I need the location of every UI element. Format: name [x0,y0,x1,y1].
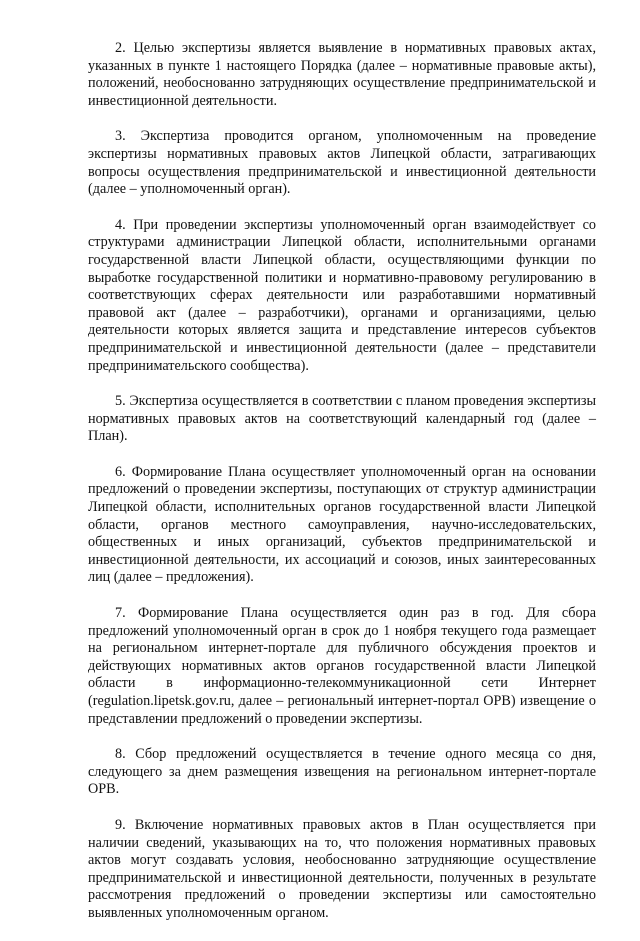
document-page [88,40,596,941]
paragraph-3: 3. Экспертиза проводится органом, уполномоченным на проведение экспертизы нормативных правовых актов Липецкой области, затрагивающих вопросы осуществления предпринимательской и инвестиционной деятельности (далее – уполномоченный орган). [88,128,596,198]
paragraph-9: 9. Включение нормативных правовых актов в План осуществляется при наличии сведений, указывающих на то, что положения нормативных правовых актов могут создавать условия, необоснованно затрудняющие осуществление предпринимательской и инвестиционной деятельности, полученных в результате рассмотрения предложений о проведении экспертизы или самостоятельно выявленных уполномоченным органом. [88,816,596,921]
paragraph-2: 2. Целью экспертизы является выявление в нормативных правовых актах, указанных в пункте 1 настоящего Порядка (далее – нормативные правовые акты), положений, необоснованно затрудняющих осуществление предпринимательской и инвестиционной деятельности. [88,40,596,109]
paragraph-6: 6. Формирование Плана осуществляет уполномоченный орган на основании предложений о проведении экспертизы, поступающих от структур администрации Липецкой области, исполнительных органов государственной власти Липецкой области, органов местного самоуправления, научно-исследовательских, общественных и иных организаций, субъектов предпринимательской и инвестиционной деятельности, их ассоциаций и союзов, иных заинтересованных лиц (далее – предложения). [88,463,596,586]
paragraph-7: 7. Формирование Плана осуществляется один раз в год. Для сбора предложений уполномоченный орган в срок до 1 ноября текущего года размещает на региональном интернет-портале для публичного обсуждения проектов и действующих нормативных актов органов государственной власти Липецкой области в информационно-телекоммуникационной сети Интернет (regulation.lipetsk.gov.ru, далее – региональный интернет-портал ОРВ) извещение о представлении предложений о проведении экспертизы. [88,605,596,727]
paragraph-4: 4. При проведении экспертизы уполномоченный орган взаимодействует со структурами администрации Липецкой области, исполнительными органами государственной власти Липецкой области, осуществляющими функции по выработке государственной политики и нормативно-правовому регулированию в соответствующих сферах деятельности или разработавшими нормативный правовой акт (далее – разработчики), органами и организациями, целью деятельности которых является защита и представление интересов субъектов предпринимательской и инвестиционной деятельности (далее – представители предпринимательского сообщества). [88,216,596,374]
paragraph-5: 5. Экспертиза осуществляется в соответствии с планом проведения экспертизы нормативных правовых актов на соответствующий календарный год (далее – План). [88,393,596,445]
paragraph-8: 8. Сбор предложений осуществляется в течение одного месяца со дня, следующего за днем размещения извещения на региональном интернет-портале ОРВ. [88,746,596,798]
